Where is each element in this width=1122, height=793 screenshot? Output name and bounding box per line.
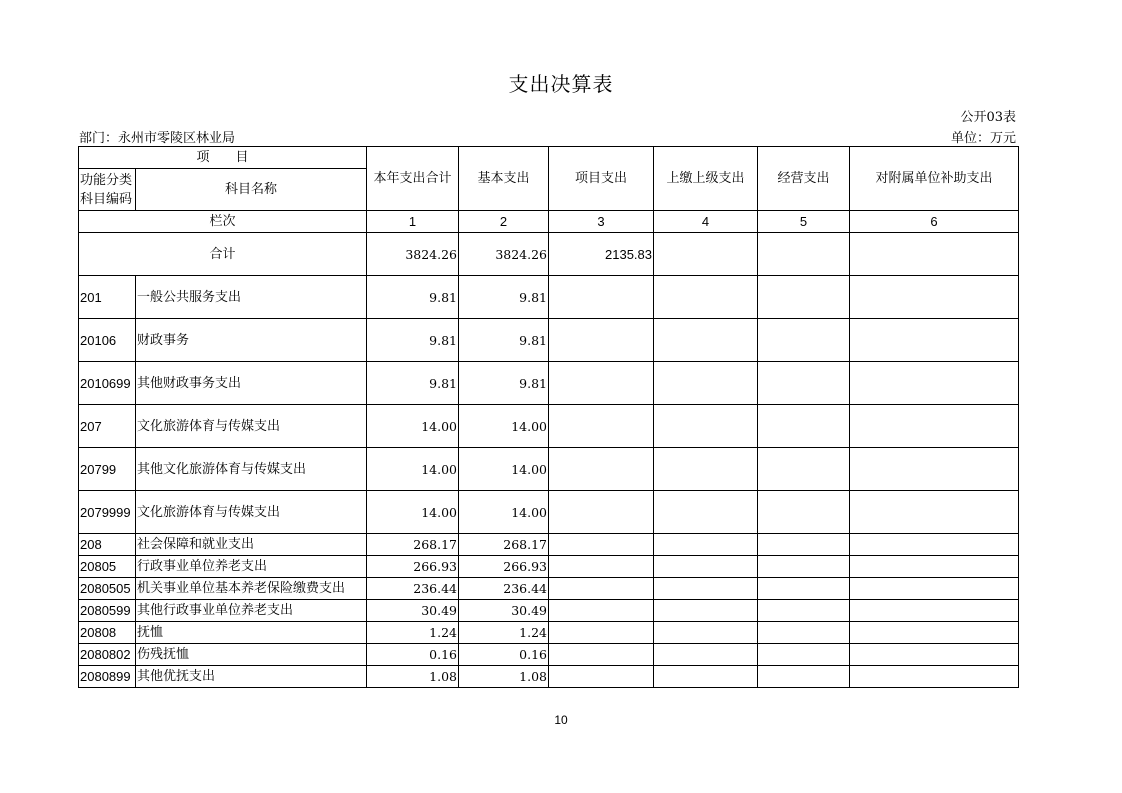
project-cell [549, 666, 654, 688]
table-row [79, 534, 1019, 556]
table-row [79, 622, 1019, 644]
basic-cell: 0.16 [459, 644, 549, 666]
func-code-cell: 20106 [79, 319, 136, 362]
subsidy-cell [850, 556, 1019, 578]
business-cell [758, 276, 850, 319]
col-upper-header: 上缴上级支出 [654, 147, 758, 211]
basic-cell: 266.93 [459, 556, 549, 578]
upper-cell [654, 644, 758, 666]
table-row [79, 578, 1019, 600]
col-total-header: 本年支出合计 [367, 147, 459, 211]
total-cell: 14.00 [367, 491, 459, 534]
project-cell [549, 405, 654, 448]
basic-cell: 9.81 [459, 362, 549, 405]
table-row [79, 600, 1019, 622]
subsidy-cell [850, 276, 1019, 319]
page-title: 支出决算表 [508, 72, 614, 96]
subject-name-cell: 文化旅游体育与传媒支出 [136, 491, 367, 534]
summary-row [79, 233, 1019, 276]
upper-cell [654, 578, 758, 600]
col-basic-header: 基本支出 [459, 147, 549, 211]
table-row [79, 448, 1019, 491]
project-cell [549, 448, 654, 491]
subsidy-cell [850, 405, 1019, 448]
upper-cell [654, 622, 758, 644]
total-cell: 236.44 [367, 578, 459, 600]
project-cell [549, 556, 654, 578]
total-cell: 1.08 [367, 666, 459, 688]
page-number: 10 [554, 713, 568, 727]
subsidy-cell [850, 491, 1019, 534]
basic-cell: 14.00 [459, 448, 549, 491]
basic-cell: 9.81 [459, 276, 549, 319]
func-code-cell: 2080505 [79, 578, 136, 600]
summary-project: 2135.83 [549, 233, 654, 276]
subject-name-cell: 行政事业单位养老支出 [136, 556, 367, 578]
func-code-cell: 207 [79, 405, 136, 448]
basic-cell: 14.00 [459, 491, 549, 534]
item-group-header: 项 目 [79, 147, 367, 169]
basic-cell: 1.24 [459, 622, 549, 644]
business-cell [758, 556, 850, 578]
row-index [79, 211, 1019, 233]
func-code-cell: 208 [79, 534, 136, 556]
row-index-2: 2 [459, 211, 549, 233]
func-code-cell: 2010699 [79, 362, 136, 405]
summary-business [758, 233, 850, 276]
basic-cell: 30.49 [459, 600, 549, 622]
func-code-cell: 20799 [79, 448, 136, 491]
func-code-cell: 2079999 [79, 491, 136, 534]
summary-basic: 3824.26 [459, 233, 549, 276]
func-code-cell: 201 [79, 276, 136, 319]
summary-total: 3824.26 [367, 233, 459, 276]
basic-cell: 14.00 [459, 405, 549, 448]
subject-name-header: 科目名称 [136, 169, 367, 211]
business-cell [758, 622, 850, 644]
subject-name-cell: 其他财政事务支出 [136, 362, 367, 405]
upper-cell [654, 319, 758, 362]
subject-name-cell: 伤残抚恤 [136, 644, 367, 666]
upper-cell [654, 491, 758, 534]
total-cell: 30.49 [367, 600, 459, 622]
project-cell [549, 319, 654, 362]
upper-cell [654, 448, 758, 491]
summary-upper [654, 233, 758, 276]
project-cell [549, 578, 654, 600]
subsidy-cell [850, 362, 1019, 405]
subject-name-cell: 其他行政事业单位养老支出 [136, 600, 367, 622]
subject-name-cell: 其他文化旅游体育与传媒支出 [136, 448, 367, 491]
total-cell: 14.00 [367, 448, 459, 491]
subject-name-cell: 社会保障和就业支出 [136, 534, 367, 556]
row-index-5: 5 [758, 211, 850, 233]
summary-subsidy [850, 233, 1019, 276]
upper-cell [654, 600, 758, 622]
row-index-label: 栏次 [79, 211, 367, 233]
subject-name-cell: 机关事业单位基本养老保险缴费支出 [136, 578, 367, 600]
table-row [79, 319, 1019, 362]
subsidy-cell [850, 578, 1019, 600]
business-cell [758, 319, 850, 362]
total-cell: 9.81 [367, 362, 459, 405]
business-cell [758, 362, 850, 405]
business-cell [758, 491, 850, 534]
upper-cell [654, 666, 758, 688]
business-cell [758, 448, 850, 491]
subsidy-cell [850, 644, 1019, 666]
business-cell [758, 405, 850, 448]
upper-cell [654, 556, 758, 578]
business-cell [758, 666, 850, 688]
col-project-header: 项目支出 [549, 147, 654, 211]
row-index-4: 4 [654, 211, 758, 233]
unit-label: 单位：万元 [950, 131, 1016, 146]
department-label: 部门：永州市零陵区林业局 [79, 131, 236, 146]
expenditure-table [78, 146, 1019, 688]
subject-name-cell: 文化旅游体育与传媒支出 [136, 405, 367, 448]
project-cell [549, 600, 654, 622]
project-cell [549, 362, 654, 405]
business-cell [758, 534, 850, 556]
subsidy-cell [850, 666, 1019, 688]
total-cell: 1.24 [367, 622, 459, 644]
basic-cell: 268.17 [459, 534, 549, 556]
row-index-6: 6 [850, 211, 1019, 233]
project-cell [549, 644, 654, 666]
func-code-header: 功能分类科目编码 [79, 169, 136, 211]
subsidy-cell [850, 622, 1019, 644]
table-row [79, 644, 1019, 666]
summary-label: 合计 [79, 233, 367, 276]
total-cell: 14.00 [367, 405, 459, 448]
basic-cell: 1.08 [459, 666, 549, 688]
func-code-cell: 2080599 [79, 600, 136, 622]
col-subsidy-header: 对附属单位补助支出 [850, 147, 1019, 211]
upper-cell [654, 362, 758, 405]
project-cell [549, 276, 654, 319]
project-cell [549, 491, 654, 534]
total-cell: 266.93 [367, 556, 459, 578]
row-index-3: 3 [549, 211, 654, 233]
func-code-cell: 20805 [79, 556, 136, 578]
project-cell [549, 534, 654, 556]
row-index-1: 1 [367, 211, 459, 233]
subsidy-cell [850, 319, 1019, 362]
basic-cell: 236.44 [459, 578, 549, 600]
subject-name-cell: 其他优抚支出 [136, 666, 367, 688]
business-cell [758, 644, 850, 666]
subject-name-cell: 财政事务 [136, 319, 367, 362]
total-cell: 9.81 [367, 276, 459, 319]
table-row [79, 666, 1019, 688]
upper-cell [654, 534, 758, 556]
project-cell [549, 622, 654, 644]
total-cell: 268.17 [367, 534, 459, 556]
subsidy-cell [850, 534, 1019, 556]
table-row [79, 276, 1019, 319]
func-code-cell: 2080899 [79, 666, 136, 688]
func-code-cell: 2080802 [79, 644, 136, 666]
basic-cell: 9.81 [459, 319, 549, 362]
upper-cell [654, 276, 758, 319]
func-code-cell: 20808 [79, 622, 136, 644]
subsidy-cell [850, 448, 1019, 491]
table-row [79, 362, 1019, 405]
table-row [79, 491, 1019, 534]
subsidy-cell [850, 600, 1019, 622]
subject-name-cell: 一般公共服务支出 [136, 276, 367, 319]
business-cell [758, 578, 850, 600]
total-cell: 9.81 [367, 319, 459, 362]
total-cell: 0.16 [367, 644, 459, 666]
table-code: 公开03表 [960, 110, 1016, 125]
subject-name-cell: 抚恤 [136, 622, 367, 644]
table-row [79, 405, 1019, 448]
header-row-1 [79, 147, 1019, 169]
col-business-header: 经营支出 [758, 147, 850, 211]
upper-cell [654, 405, 758, 448]
business-cell [758, 600, 850, 622]
table-row [79, 556, 1019, 578]
